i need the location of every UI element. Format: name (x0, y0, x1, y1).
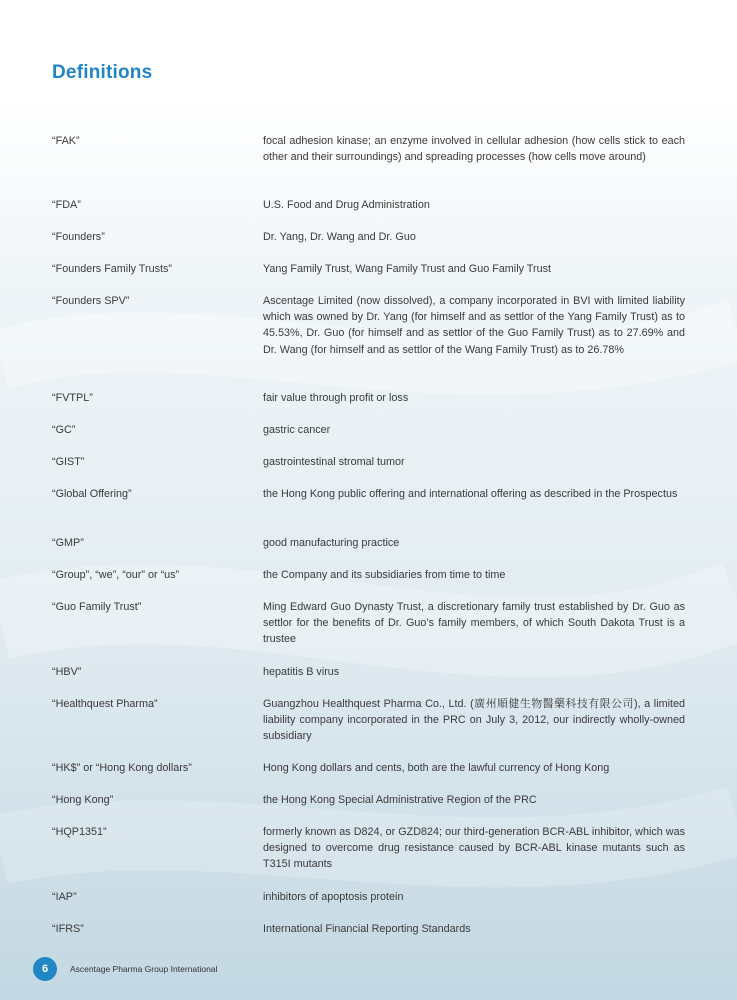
definition-term: “Global Offering” (52, 488, 132, 500)
definition-term: “Founders” (52, 231, 105, 243)
definition-term: “HBV” (52, 666, 82, 678)
definition-term: “Group”, “we”, “our” or “us” (52, 569, 180, 581)
definition-term: “FAK” (52, 135, 80, 147)
definition-description: Hong Kong dollars and cents, both are the lawful currency of Hong Kong (263, 762, 610, 774)
definition-description: good manufacturing practice (263, 537, 400, 549)
definition-term: “Founders Family Trusts” (52, 263, 172, 275)
definition-term: “IAP” (52, 891, 77, 903)
company-name: Ascentage Pharma Group International (70, 964, 218, 974)
definition-description: Dr. Yang, Dr. Wang and Dr. Guo (263, 231, 416, 243)
definition-description: Guangzhou Healthquest Pharma Co., Ltd. (廣州順健生物醫藥科技有限公司), a limited liability company incorporated in the PRC on July 3, 2012, our indirectly wholly-owned subsidiary (263, 698, 685, 743)
definition-description: formerly known as D824, or GZD824; our third-generation BCR-ABL inhibitor, which was designed to overcome drug resistance caused by BCR-ABL kinase mutants such as T315I mutants (263, 826, 685, 871)
definition-description: Ming Edward Guo Dynasty Trust, a discretionary family trust established by Dr. Guo as settlor for the benefits of Dr. Guo’s family members, of which South Dakota Trust is a trustee (263, 601, 685, 646)
definition-description: the Company and its subsidiaries from time to time (263, 569, 506, 581)
definition-description: gastric cancer (263, 424, 331, 436)
definition-term: “Founders SPV” (52, 295, 130, 307)
page-footer (33, 957, 217, 981)
definition-term: “GC” (52, 424, 76, 436)
definition-description: fair value through profit or loss (263, 392, 409, 404)
page-title: Definitions (52, 62, 153, 83)
definition-description: Ascentage Limited (now dissolved), a company incorporated in BVI with limited liability which was owned by Dr. Yang (for himself and as settlor of the Yang Family Trust) as to 45.53%, Dr. Guo (for himself and as settlor of the Guo Family Trust) as to 27.69% and Dr. Wang (for himself and as settlor of the Wang Family Trust) as to 26.78% (263, 295, 685, 356)
definition-term: “GIST” (52, 456, 85, 468)
definition-description: International Financial Reporting Standards (263, 923, 471, 935)
definition-description: gastrointestinal stromal tumor (263, 456, 405, 468)
definition-term: “Healthquest Pharma” (52, 698, 158, 710)
definition-description: the Hong Kong public offering and international offering as described in the Prospectus (263, 488, 678, 500)
definition-description: Yang Family Trust, Wang Family Trust and Guo Family Trust (263, 263, 551, 275)
definition-description: focal adhesion kinase; an enzyme involved in cellular adhesion (how cells stick to each other and their surroundings) and spreading processes (how cells move around) (263, 135, 685, 164)
definition-term: “FDA” (52, 199, 81, 211)
definition-description: inhibitors of apoptosis protein (263, 891, 404, 903)
definition-description: the Hong Kong Special Administrative Region of the PRC (263, 794, 537, 806)
definition-term: “HK$” or “Hong Kong dollars” (52, 762, 192, 774)
definition-term: “Hong Kong” (52, 794, 114, 806)
definition-term: “HQP1351” (52, 826, 107, 838)
definition-term: “GMP” (52, 537, 84, 549)
definition-term: “IFRS” (52, 923, 84, 935)
definition-description: U.S. Food and Drug Administration (263, 199, 430, 211)
page-number-badge: 6 (33, 957, 57, 981)
definition-term: “Guo Family Trust” (52, 601, 142, 613)
definition-term: “FVTPL” (52, 392, 93, 404)
definition-description: hepatitis B virus (263, 666, 340, 678)
